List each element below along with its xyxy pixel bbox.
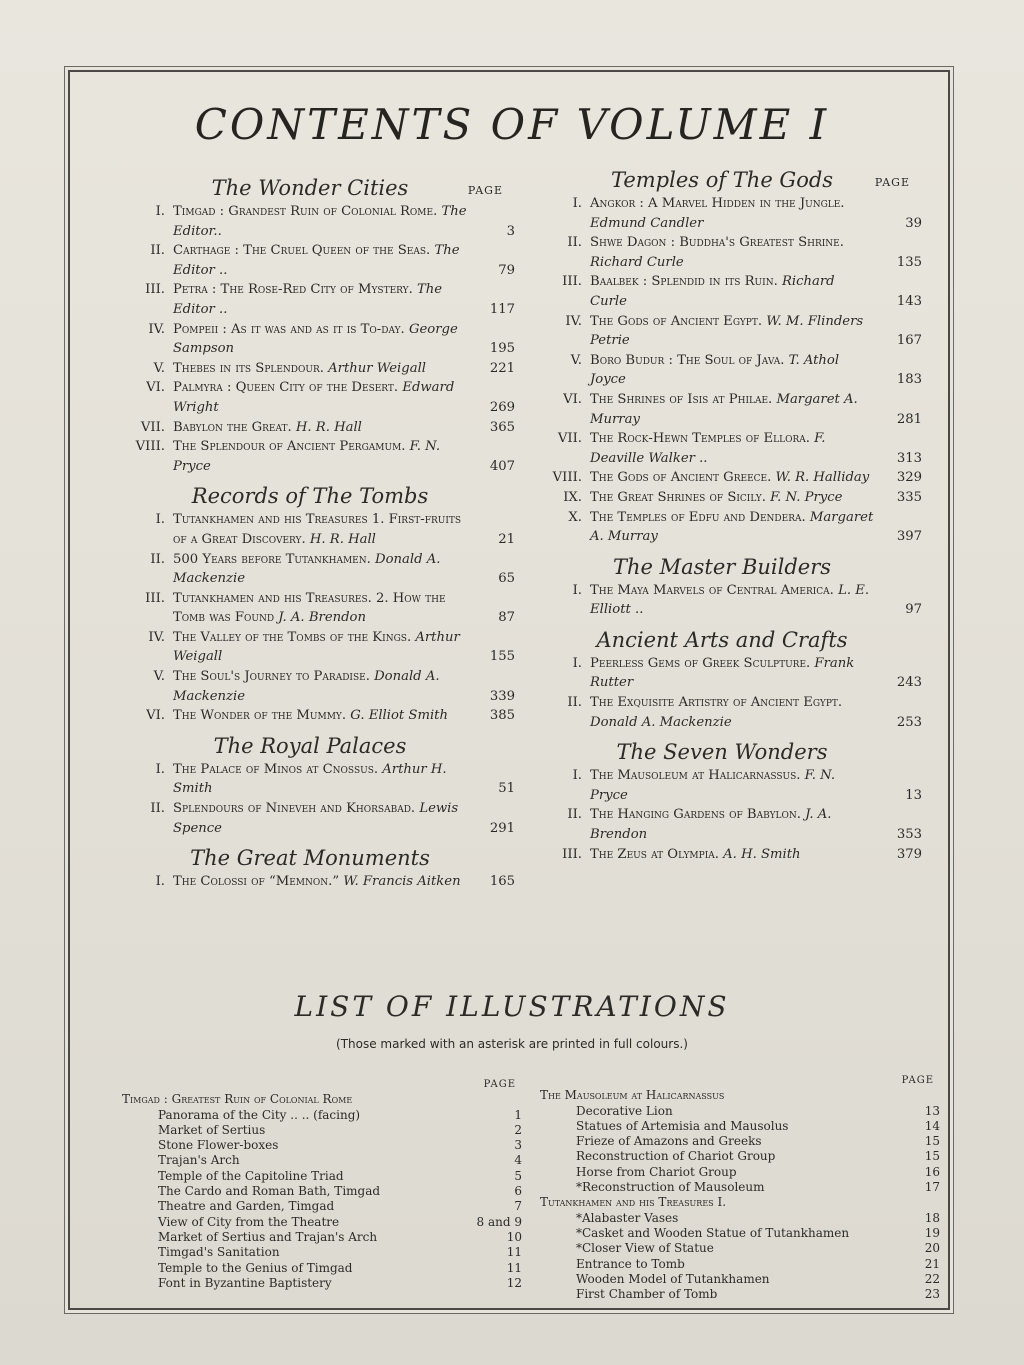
chapter-number: VII.	[557, 431, 582, 447]
contents-entry	[522, 805, 922, 844]
illustration-item	[540, 1272, 940, 1287]
chapter-number: V.	[570, 352, 582, 368]
illustration-label: Wooden Model of Tutankhamen	[576, 1271, 770, 1286]
section-title: Ancient Arts and Crafts	[596, 627, 848, 652]
contents-entry	[105, 320, 515, 359]
contents-entry	[105, 706, 515, 726]
chapter-title: The Splendour of Ancient Pergamum. F. N. Pryce	[173, 439, 441, 474]
illustration-item	[540, 1241, 940, 1256]
chapter-page: 165	[489, 874, 515, 890]
chapter-number: VII.	[140, 419, 165, 435]
section-title: Temples of The Gods PAGE	[610, 168, 910, 192]
chapter-author: F. N. Pryce	[173, 439, 441, 474]
illustration-page: 11	[506, 1245, 522, 1260]
chapter-author: Margaret A. Murray	[590, 391, 858, 427]
illustration-page: 10	[506, 1229, 522, 1244]
illustration-page: 12	[506, 1275, 522, 1290]
contents-entry	[522, 508, 922, 547]
contents-entry	[522, 312, 922, 351]
illustration-page: 18	[924, 1210, 940, 1225]
chapter-number: VIII.	[552, 470, 582, 486]
illustration-label: Panorama of the City .. .. (facing)	[158, 1107, 361, 1122]
illustration-page: 1	[514, 1107, 522, 1122]
illustration-page: 19	[924, 1225, 940, 1240]
illustration-page: 22	[924, 1271, 940, 1286]
chapter-author: H. R. Hall	[309, 531, 376, 547]
chapter-page: 79	[498, 262, 515, 278]
chapter-author: Donald A. Mackenzie	[590, 714, 732, 730]
chapter-number: IV.	[148, 629, 165, 645]
illustration-item	[122, 1199, 522, 1214]
illustrations-right-list	[540, 1073, 940, 1302]
chapter-number: V.	[153, 669, 165, 685]
illustration-label: Market of Sertius	[158, 1122, 266, 1137]
illustration-item	[122, 1261, 522, 1276]
illustration-label: *Casket and Wooden Statue of Tutankhamen	[576, 1225, 850, 1240]
chapter-author: Frank Rutter	[590, 655, 855, 691]
section-title: The Seven Wonders	[616, 740, 828, 765]
illustration-page: 8 and 9	[476, 1214, 522, 1229]
contents-entry	[105, 550, 515, 589]
illustration-item	[540, 1165, 940, 1180]
chapter-author: T. Athol Joyce	[590, 352, 840, 388]
chapter-page: 167	[896, 333, 922, 349]
contents-title: CONTENTS OF VOLUME I	[194, 100, 830, 149]
illustration-item	[122, 1123, 522, 1138]
contents-entry	[522, 654, 922, 693]
contents-entry	[105, 359, 515, 379]
illustration-item	[122, 1138, 522, 1153]
illustration-label: Entrance to Tomb	[576, 1256, 685, 1271]
chapter-author: Donald A. Mackenzie	[173, 669, 440, 704]
illustration-item	[122, 1245, 522, 1260]
illustration-label: *Reconstruction of Mausoleum	[576, 1180, 765, 1195]
chapter-title: Angkor : A Marvel Hidden in the Jungle. Edmund Candler	[590, 196, 845, 231]
illustrations-left-list	[122, 1077, 522, 1291]
illustration-label: Stone Flower-boxes	[158, 1138, 279, 1153]
contents-entry	[522, 693, 922, 732]
chapter-page: 221	[489, 360, 515, 376]
chapter-page: 87	[498, 610, 515, 626]
chapter-author: Arthur H. Smith	[173, 761, 447, 797]
chapter-page: 291	[489, 820, 515, 836]
chapter-number: IV.	[565, 313, 582, 329]
chapter-author: W. Francis Aitken	[343, 874, 461, 890]
chapter-title: The Gods of Ancient Greece. W. R. Halliday	[590, 470, 870, 486]
chapter-page: 3	[506, 223, 515, 239]
chapter-title: The Colossi of “Memnon.” W. Francis Aitken	[173, 874, 461, 890]
chapter-title: The Zeus at Olympia. A. H. Smith	[590, 846, 801, 862]
chapter-title: Baalbek : Splendid in its Ruin. Richard Curle	[590, 274, 835, 309]
contents-entry	[522, 390, 922, 429]
chapter-number: IX.	[563, 489, 582, 505]
chapter-author: G. Elliot Smith	[350, 708, 448, 724]
illustration-label: Font in Byzantine Baptistery	[158, 1275, 332, 1290]
contents-entry	[522, 766, 922, 805]
chapter-number: III.	[145, 590, 165, 606]
contents-entry	[522, 468, 922, 488]
illustration-label: Temple of the Capitoline Triad	[158, 1168, 344, 1183]
chapter-title: 500 Years before Tutankhamen. Donald A. Mackenzie	[173, 551, 441, 587]
contents-entry	[105, 760, 515, 799]
contents-entry	[522, 581, 922, 620]
chapter-author: Arthur Weigall	[328, 360, 427, 376]
chapter-title: Pompeii : As it was and as it is To-day. George Sampson	[173, 321, 458, 357]
chapter-title: The Great Shrines of Sicily. F. N. Pryce	[590, 489, 843, 505]
chapter-title: The Soul's Journey to Paradise. Donald A. Mackenzie	[173, 669, 440, 704]
chapter-page: 281	[896, 411, 922, 427]
contents-right-column	[522, 160, 922, 864]
illustration-page: 13	[924, 1103, 940, 1118]
illustration-item	[540, 1134, 940, 1149]
illustration-label: First Chamber of Tomb	[576, 1287, 718, 1302]
chapter-author: W. M. Flinders Petrie	[590, 313, 864, 349]
chapter-number: X.	[568, 509, 582, 525]
chapter-author: Richard Curle	[590, 274, 835, 309]
chapter-author: Edmund Candler	[590, 215, 704, 231]
chapter-author: Arthur Weigall	[173, 629, 460, 665]
chapter-author: The Editor ..	[173, 282, 443, 317]
chapter-number: I.	[572, 768, 582, 784]
chapter-title: Carthage : The Cruel Queen of the Seas. The Editor ..	[173, 243, 460, 278]
illustration-group-title: The Mausoleum at Halicarnassus	[540, 1088, 725, 1103]
chapter-title: The Valley of the Tombs of the Kings. Arthur Weigall	[173, 629, 460, 665]
chapter-author: The Editor ..	[173, 243, 460, 278]
contents-entry	[105, 799, 515, 838]
illustrations-page-label: PAGE	[483, 1079, 516, 1090]
chapter-number: VI.	[146, 380, 165, 396]
chapter-page: 195	[489, 341, 515, 357]
chapter-number: II.	[567, 695, 582, 711]
illustration-item	[122, 1184, 522, 1199]
illustration-page: 17	[924, 1180, 940, 1195]
section-title: The Master Builders	[612, 554, 832, 579]
illustrations-note: (Those marked with an asterisk are printed in full colours.)	[336, 1037, 688, 1051]
chapter-page: 379	[896, 846, 922, 862]
chapter-page: 269	[489, 399, 515, 415]
chapter-page: 397	[896, 529, 922, 545]
contents-entry	[105, 280, 515, 319]
illustration-group-title: Tutankhamen and his Treasures I.	[540, 1195, 727, 1210]
chapter-page: 335	[896, 489, 922, 505]
chapter-author: Richard Curle	[590, 254, 684, 270]
illustration-label: Theatre and Garden, Timgad	[158, 1199, 335, 1214]
chapter-number: VI.	[146, 708, 165, 724]
illustration-page: 4	[514, 1153, 522, 1168]
chapter-author: Edward Wright	[173, 380, 455, 415]
illustration-page: 11	[506, 1260, 522, 1275]
illustration-page: 6	[514, 1184, 522, 1199]
chapter-title: Timgad : Grandest Ruin of Colonial Rome. The Editor..	[173, 204, 467, 239]
chapter-title: Tutankhamen and his Treasures 1. First-fruits of a Great Discovery. H. R. Hall	[173, 512, 462, 547]
contents-entry	[105, 872, 515, 892]
contents-entry	[105, 418, 515, 438]
chapter-author: W. R. Halliday	[775, 470, 870, 486]
chapter-page: 339	[489, 688, 515, 704]
chapter-number: III.	[145, 282, 165, 298]
page-column-label: PAGE	[467, 184, 503, 197]
chapter-title: Splendours of Nineveh and Khorsabad. Lewis Spence	[173, 801, 459, 836]
illustration-label: Trajan's Arch	[158, 1153, 240, 1168]
chapter-title: The Mausoleum at Halicarnassus. F. N. Pryce	[590, 768, 836, 803]
chapter-title: Thebes in its Splendour. Arthur Weigall	[173, 360, 427, 376]
illustration-group-title: Timgad : Greatest Ruin of Colonial Rome	[122, 1092, 353, 1107]
section-title: The Wonder Cities PAGE	[211, 176, 503, 200]
chapter-number: VIII.	[135, 439, 165, 455]
contents-entry	[105, 589, 515, 628]
illustration-label: Decorative Lion	[576, 1103, 673, 1118]
illustration-item	[540, 1149, 940, 1164]
contents-entry	[522, 351, 922, 390]
contents-entry	[522, 272, 922, 311]
chapter-title: Boro Budur : The Soul of Java. T. Athol Joyce	[590, 352, 840, 388]
contents-entry	[105, 510, 515, 549]
chapter-number: I.	[155, 874, 165, 890]
chapter-author: J. A. Brendon	[278, 610, 366, 626]
illustration-page: 7	[514, 1199, 522, 1214]
illustration-label: Timgad's Sanitation	[158, 1245, 280, 1260]
chapter-page: 313	[896, 450, 922, 466]
chapter-page: 13	[905, 787, 922, 803]
chapter-page: 329	[896, 470, 922, 486]
chapter-number: II.	[150, 801, 165, 817]
chapter-number: II.	[150, 243, 165, 259]
illustration-label: Reconstruction of Chariot Group	[576, 1149, 776, 1164]
illustration-item	[122, 1276, 522, 1291]
chapter-page: 65	[498, 571, 515, 587]
illustration-item	[540, 1287, 940, 1302]
chapter-title: Palmyra : Queen City of the Desert. Edward Wright	[173, 380, 455, 415]
chapter-title: The Shrines of Isis at Philae. Margaret A. Murray	[590, 391, 858, 427]
illustration-item	[122, 1230, 522, 1245]
chapter-number: III.	[562, 274, 582, 290]
chapter-page: 183	[896, 372, 922, 388]
section-title: The Great Monuments	[190, 846, 430, 871]
chapter-number: I.	[155, 512, 165, 528]
illustration-page: 2	[514, 1122, 522, 1137]
chapter-number: I.	[572, 655, 582, 671]
chapter-number: I.	[572, 582, 582, 598]
chapter-title: The Palace of Minos at Cnossus. Arthur H. Smith	[173, 761, 447, 797]
chapter-title: The Wonder of the Mummy. G. Elliot Smith	[173, 708, 448, 724]
chapter-number: II.	[150, 551, 165, 567]
chapter-author: Donald A. Mackenzie	[173, 551, 441, 587]
chapter-number: II.	[567, 807, 582, 823]
section-title: Records of The Tombs	[191, 484, 429, 509]
chapter-number: V.	[153, 360, 165, 376]
chapter-title: Petra : The Rose-Red City of Mystery. The Editor ..	[173, 282, 443, 317]
chapter-author: F. N. Pryce	[770, 489, 843, 505]
illustration-page: 20	[924, 1241, 940, 1256]
contents-entry	[105, 628, 515, 667]
illustration-label: The Cardo and Roman Bath, Timgad	[158, 1184, 381, 1199]
chapter-page: 143	[896, 293, 922, 309]
chapter-author: George Sampson	[173, 321, 458, 357]
illustration-label: Horse from Chariot Group	[576, 1164, 737, 1179]
chapter-number: III.	[562, 846, 582, 862]
page-column-label: PAGE	[874, 176, 910, 189]
contents-entry	[105, 202, 515, 241]
chapter-author: J. A. Brendon	[590, 807, 832, 843]
illustration-item	[540, 1119, 940, 1134]
chapter-title: Peerless Gems of Greek Sculpture. Frank Rutter	[590, 655, 855, 691]
illustration-item	[122, 1215, 522, 1230]
chapter-author: F. Deaville Walker ..	[590, 431, 826, 466]
chapter-page: 253	[896, 714, 922, 730]
chapter-number: VI.	[563, 391, 582, 407]
chapter-page: 155	[489, 649, 515, 665]
chapter-author: F. N. Pryce	[590, 768, 836, 803]
chapter-author: L. E. Elliott ..	[590, 582, 870, 618]
illustration-item	[540, 1180, 940, 1195]
illustration-label: *Closer View of Statue	[576, 1241, 714, 1256]
contents-left-column	[105, 168, 515, 892]
illustration-page: 5	[514, 1168, 522, 1183]
illustration-label: Market of Sertius and Trajan's Arch	[158, 1229, 378, 1244]
illustrations-title: LIST OF ILLUSTRATIONS	[294, 990, 730, 1023]
chapter-title: The Maya Marvels of Central America. L. E. Elliott ..	[590, 582, 870, 618]
contents-entry	[522, 194, 922, 233]
contents-entry	[105, 378, 515, 417]
contents-entry	[105, 241, 515, 280]
chapter-number: I.	[155, 761, 165, 777]
chapter-author: The Editor..	[173, 204, 467, 239]
section-title: The Royal Palaces	[213, 733, 407, 758]
chapter-page: 97	[905, 602, 922, 618]
illustration-page: 23	[924, 1287, 940, 1302]
chapter-title: Shwe Dagon : Buddha's Greatest Shrine. Richard Curle	[590, 235, 844, 270]
illustration-page: 21	[924, 1256, 940, 1271]
illustration-item	[122, 1153, 522, 1168]
contents-entry	[105, 667, 515, 706]
chapter-title: Babylon the Great. H. R. Hall	[173, 419, 362, 435]
illustration-label: View of City from the Theatre	[158, 1214, 340, 1229]
illustration-label: *Alabaster Vases	[576, 1210, 679, 1225]
illustration-item	[540, 1226, 940, 1241]
contents-entry	[522, 488, 922, 508]
chapter-page: 353	[896, 827, 922, 843]
chapter-page: 135	[896, 254, 922, 270]
chapter-page: 365	[489, 419, 515, 435]
contents-entry	[522, 233, 922, 272]
chapter-number: II.	[567, 235, 582, 251]
chapter-page: 243	[896, 675, 922, 691]
chapter-number: IV.	[148, 321, 165, 337]
chapter-title: The Temples of Edfu and Dendera. Margaret A. Murray	[590, 509, 874, 545]
illustration-page: 3	[514, 1138, 522, 1153]
chapter-title: The Gods of Ancient Egypt. W. M. Flinders Petrie	[590, 313, 864, 349]
illustration-page: 16	[924, 1164, 940, 1179]
illustration-page: 15	[924, 1134, 940, 1149]
chapter-page: 21	[498, 531, 515, 547]
illustration-item	[540, 1104, 940, 1119]
illustration-item	[540, 1211, 940, 1226]
chapter-author: A. H. Smith	[723, 846, 801, 862]
chapter-title: The Exquisite Artistry of Ancient Egypt. Donald A. Mackenzie	[590, 695, 843, 730]
illustration-item	[122, 1108, 522, 1123]
chapter-page: 39	[905, 215, 922, 231]
illustration-item	[122, 1169, 522, 1184]
chapter-page: 407	[489, 458, 515, 474]
illustration-page: 15	[924, 1149, 940, 1164]
illustrations-page-label: PAGE	[901, 1075, 934, 1086]
chapter-title: The Rock-Hewn Temples of Ellora. F. Deaville Walker ..	[590, 431, 826, 466]
illustration-item	[540, 1257, 940, 1272]
chapter-title: Tutankhamen and his Treasures. 2. How the Tomb was Found J. A. Brendon	[173, 590, 446, 626]
illustration-page: 14	[924, 1118, 940, 1133]
chapter-page: 117	[489, 301, 515, 317]
chapter-title: The Hanging Gardens of Babylon. J. A. Brendon	[590, 807, 832, 843]
chapter-page: 385	[489, 708, 515, 724]
chapter-number: I.	[572, 196, 582, 211]
chapter-number: I.	[155, 204, 165, 219]
illustration-label: Frieze of Amazons and Greeks	[576, 1134, 762, 1149]
chapter-author: H. R. Hall	[295, 419, 362, 435]
chapter-author: Lewis Spence	[173, 801, 459, 836]
chapter-author: Margaret A. Murray	[590, 509, 874, 545]
contents-entry	[522, 429, 922, 468]
contents-entry	[105, 437, 515, 476]
illustration-label: Statues of Artemisia and Mausolus	[576, 1118, 789, 1133]
chapter-page: 51	[498, 781, 515, 797]
illustration-label: Temple to the Genius of Timgad	[158, 1260, 353, 1275]
contents-entry	[522, 845, 922, 865]
